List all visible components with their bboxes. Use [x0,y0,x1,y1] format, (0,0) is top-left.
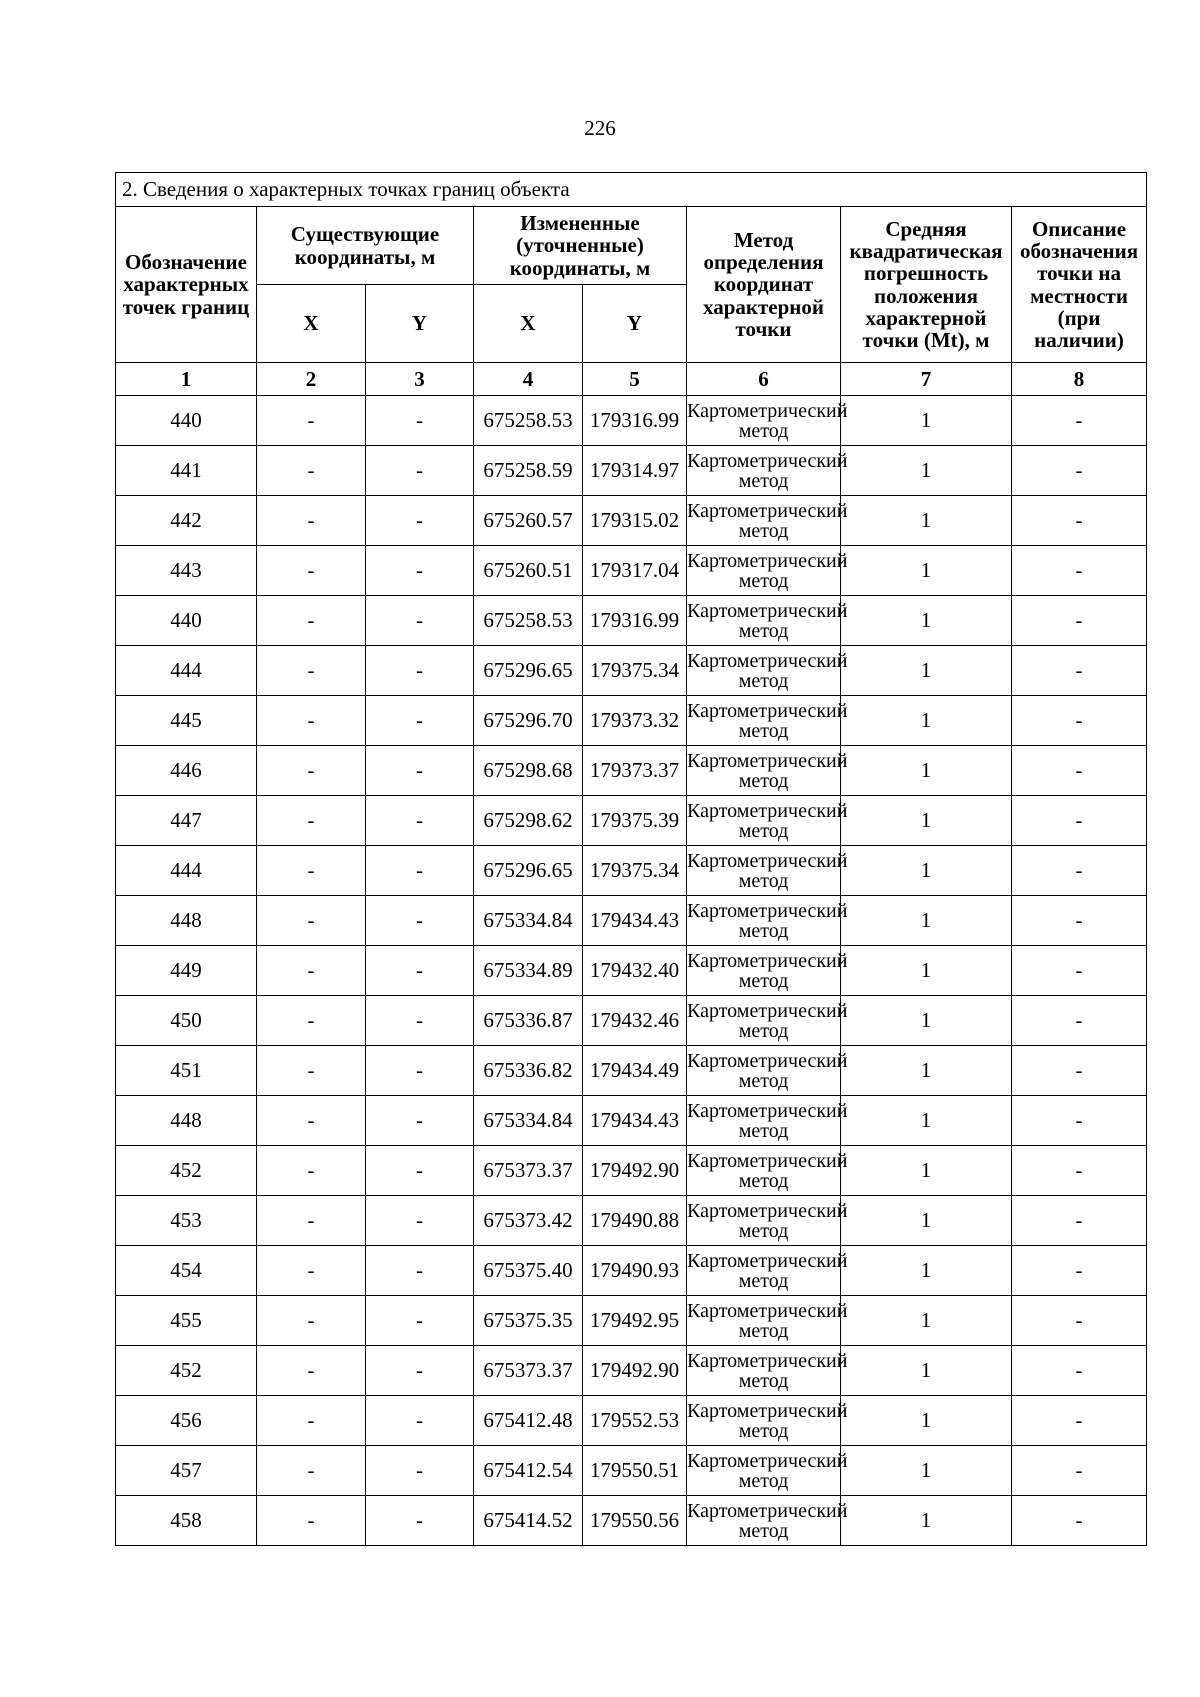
existing-x-cell: - [257,1246,366,1296]
error-cell: 1 [841,496,1012,546]
error-cell: 1 [841,1096,1012,1146]
table-row [116,1396,1147,1446]
description-cell: - [1012,996,1147,1046]
error-cell: 1 [841,396,1012,446]
error-cell: 1 [841,1146,1012,1196]
method-cell: Картометрический метод [687,1446,841,1496]
changed-x-cell: 675373.37 [474,1146,583,1196]
description-cell: - [1012,896,1147,946]
method-cell: Картометрический метод [687,1496,841,1546]
changed-y-cell: 179550.56 [583,1496,687,1546]
description-cell: - [1012,1046,1147,1096]
header-existing-y: Y [366,285,474,363]
existing-y-cell: - [366,1146,474,1196]
existing-y-cell: - [366,596,474,646]
error-cell: 1 [841,546,1012,596]
point-cell: 445 [116,696,257,746]
error-cell: 1 [841,1446,1012,1496]
column-number: 3 [366,363,474,396]
existing-x-cell: - [257,1446,366,1496]
method-cell: Картометрический метод [687,896,841,946]
page-number: 226 [584,116,616,140]
header-point: Обозначение характерных точек границ [116,207,257,363]
header-changed: Измененные (уточненные) координаты, м [474,207,687,285]
changed-y-cell: 179434.49 [583,1046,687,1096]
description-cell: - [1012,1396,1147,1446]
existing-y-cell: - [366,1046,474,1096]
changed-y-cell: 179432.40 [583,946,687,996]
column-number: 2 [257,363,366,396]
point-cell: 455 [116,1296,257,1346]
description-cell: - [1012,596,1147,646]
error-cell: 1 [841,846,1012,896]
description-cell: - [1012,1096,1147,1146]
point-cell: 454 [116,1246,257,1296]
error-cell: 1 [841,1396,1012,1446]
existing-x-cell: - [257,846,366,896]
existing-x-cell: - [257,546,366,596]
description-cell: - [1012,1446,1147,1496]
description-cell: - [1012,1246,1147,1296]
table-row [116,1246,1147,1296]
changed-y-cell: 179317.04 [583,546,687,596]
method-cell: Картометрический метод [687,796,841,846]
table-row [116,396,1147,446]
changed-y-cell: 179490.93 [583,1246,687,1296]
existing-y-cell: - [366,546,474,596]
existing-x-cell: - [257,1096,366,1146]
method-cell: Картометрический метод [687,446,841,496]
existing-y-cell: - [366,746,474,796]
table-row [116,746,1147,796]
existing-x-cell: - [257,996,366,1046]
table-row [116,796,1147,846]
table-row [116,546,1147,596]
existing-x-cell: - [257,646,366,696]
description-cell: - [1012,746,1147,796]
point-cell: 457 [116,1446,257,1496]
method-cell: Картометрический метод [687,996,841,1046]
error-cell: 1 [841,1196,1012,1246]
existing-x-cell: - [257,796,366,846]
table-row [116,1196,1147,1246]
existing-y-cell: - [366,1246,474,1296]
changed-y-cell: 179314.97 [583,446,687,496]
changed-x-cell: 675336.82 [474,1046,583,1096]
changed-x-cell: 675296.65 [474,846,583,896]
point-cell: 448 [116,1096,257,1146]
changed-x-cell: 675258.53 [474,396,583,446]
point-cell: 444 [116,846,257,896]
description-cell: - [1012,796,1147,846]
method-cell: Картометрический метод [687,746,841,796]
changed-y-cell: 179492.90 [583,1146,687,1196]
point-cell: 441 [116,446,257,496]
changed-x-cell: 675373.42 [474,1196,583,1246]
method-cell: Картометрический метод [687,696,841,746]
description-cell: - [1012,846,1147,896]
description-cell: - [1012,946,1147,996]
description-cell: - [1012,646,1147,696]
point-cell: 443 [116,546,257,596]
existing-y-cell: - [366,646,474,696]
table-row [116,1096,1147,1146]
description-cell: - [1012,1346,1147,1396]
existing-x-cell: - [257,1046,366,1096]
column-number: 8 [1012,363,1147,396]
table-row [116,496,1147,546]
point-cell: 450 [116,996,257,1046]
existing-x-cell: - [257,1496,366,1546]
column-number: 1 [116,363,257,396]
error-cell: 1 [841,446,1012,496]
existing-x-cell: - [257,696,366,746]
error-cell: 1 [841,1046,1012,1096]
existing-y-cell: - [366,1346,474,1396]
method-cell: Картометрический метод [687,1246,841,1296]
table-body [116,396,1147,1546]
existing-y-cell: - [366,1096,474,1146]
point-cell: 444 [116,646,257,696]
column-number: 7 [841,363,1012,396]
existing-y-cell: - [366,446,474,496]
method-cell: Картометрический метод [687,1046,841,1096]
changed-y-cell: 179375.39 [583,796,687,846]
changed-x-cell: 675334.84 [474,1096,583,1146]
table-row [116,446,1147,496]
changed-x-cell: 675336.87 [474,996,583,1046]
method-cell: Картометрический метод [687,1396,841,1446]
description-cell: - [1012,1296,1147,1346]
changed-x-cell: 675296.65 [474,646,583,696]
error-cell: 1 [841,1346,1012,1396]
error-cell: 1 [841,696,1012,746]
method-cell: Картометрический метод [687,496,841,546]
existing-y-cell: - [366,796,474,846]
point-cell: 442 [116,496,257,546]
table-row [116,846,1147,896]
description-cell: - [1012,496,1147,546]
header-changed-x: X [474,285,583,363]
existing-y-cell: - [366,946,474,996]
point-cell: 446 [116,746,257,796]
method-cell: Картометрический метод [687,1196,841,1246]
changed-x-cell: 675296.70 [474,696,583,746]
changed-y-cell: 179375.34 [583,646,687,696]
header-existing: Существующие координаты, м [257,207,474,285]
changed-y-cell: 179492.95 [583,1296,687,1346]
point-cell: 440 [116,596,257,646]
error-cell: 1 [841,946,1012,996]
point-cell: 452 [116,1346,257,1396]
changed-y-cell: 179373.37 [583,746,687,796]
method-cell: Картометрический метод [687,846,841,896]
changed-y-cell: 179550.51 [583,1446,687,1496]
changed-x-cell: 675412.54 [474,1446,583,1496]
existing-y-cell: - [366,896,474,946]
existing-y-cell: - [366,996,474,1046]
changed-y-cell: 179432.46 [583,996,687,1046]
changed-x-cell: 675373.37 [474,1346,583,1396]
error-cell: 1 [841,1246,1012,1296]
changed-x-cell: 675375.40 [474,1246,583,1296]
existing-x-cell: - [257,396,366,446]
changed-y-cell: 179492.90 [583,1346,687,1396]
existing-x-cell: - [257,1196,366,1246]
method-cell: Картометрический метод [687,596,841,646]
point-cell: 456 [116,1396,257,1446]
method-cell: Картометрический метод [687,946,841,996]
table-row [116,696,1147,746]
table-row [116,1496,1147,1546]
table-row [116,896,1147,946]
changed-x-cell: 675334.84 [474,896,583,946]
header-method: Метод определения координат характерной точки [687,207,841,363]
existing-y-cell: - [366,396,474,446]
method-cell: Картометрический метод [687,1146,841,1196]
existing-x-cell: - [257,1146,366,1196]
existing-y-cell: - [366,1496,474,1546]
point-cell: 447 [116,796,257,846]
changed-y-cell: 179490.88 [583,1196,687,1246]
existing-x-cell: - [257,1396,366,1446]
existing-y-cell: - [366,1396,474,1446]
description-cell: - [1012,396,1147,446]
method-cell: Картометрический метод [687,1096,841,1146]
changed-y-cell: 179375.34 [583,846,687,896]
description-cell: - [1012,446,1147,496]
column-number: 5 [583,363,687,396]
description-cell: - [1012,546,1147,596]
table-row [116,646,1147,696]
description-cell: - [1012,1196,1147,1246]
table-row [116,1446,1147,1496]
column-number: 6 [687,363,841,396]
coordinates-table [115,172,1147,1546]
error-cell: 1 [841,1496,1012,1546]
table-row [116,1296,1147,1346]
changed-x-cell: 675298.62 [474,796,583,846]
changed-x-cell: 675258.59 [474,446,583,496]
error-cell: 1 [841,596,1012,646]
header-error: Средняя квадратическая погрешность положения характерной точки (Mt), м [841,207,1012,363]
point-cell: 453 [116,1196,257,1246]
existing-x-cell: - [257,1346,366,1396]
header-description: Описание обозначения точки на местности (при наличии) [1012,207,1147,363]
method-cell: Картометрический метод [687,646,841,696]
existing-x-cell: - [257,896,366,946]
existing-y-cell: - [366,1296,474,1346]
point-cell: 452 [116,1146,257,1196]
table-row [116,996,1147,1046]
column-number: 4 [474,363,583,396]
existing-x-cell: - [257,446,366,496]
table-row [116,1046,1147,1096]
existing-y-cell: - [366,696,474,746]
table-row [116,946,1147,996]
existing-x-cell: - [257,596,366,646]
error-cell: 1 [841,796,1012,846]
changed-x-cell: 675258.53 [474,596,583,646]
description-cell: - [1012,1146,1147,1196]
table-row [116,1346,1147,1396]
header-changed-y: Y [583,285,687,363]
error-cell: 1 [841,1296,1012,1346]
existing-y-cell: - [366,496,474,546]
existing-y-cell: - [366,846,474,896]
table-row [116,596,1147,646]
existing-x-cell: - [257,746,366,796]
changed-x-cell: 675414.52 [474,1496,583,1546]
error-cell: 1 [841,746,1012,796]
existing-y-cell: - [366,1196,474,1246]
changed-y-cell: 179552.53 [583,1396,687,1446]
changed-x-cell: 675298.68 [474,746,583,796]
changed-y-cell: 179373.32 [583,696,687,746]
error-cell: 1 [841,646,1012,696]
changed-y-cell: 179315.02 [583,496,687,546]
error-cell: 1 [841,896,1012,946]
changed-x-cell: 675412.48 [474,1396,583,1446]
changed-x-cell: 675334.89 [474,946,583,996]
changed-y-cell: 179434.43 [583,1096,687,1146]
method-cell: Картометрический метод [687,396,841,446]
method-cell: Картометрический метод [687,1346,841,1396]
changed-x-cell: 675375.35 [474,1296,583,1346]
existing-x-cell: - [257,496,366,546]
method-cell: Картометрический метод [687,546,841,596]
changed-y-cell: 179434.43 [583,896,687,946]
method-cell: Картометрический метод [687,1296,841,1346]
point-cell: 451 [116,1046,257,1096]
point-cell: 458 [116,1496,257,1546]
existing-x-cell: - [257,1296,366,1346]
section-title: 2. Сведения о характерных точках границ объекта [116,173,1147,207]
column-number-row [116,363,1147,396]
existing-x-cell: - [257,946,366,996]
description-cell: - [1012,696,1147,746]
changed-x-cell: 675260.57 [474,496,583,546]
header-existing-x: X [257,285,366,363]
changed-y-cell: 179316.99 [583,396,687,446]
changed-y-cell: 179316.99 [583,596,687,646]
table-row [116,1146,1147,1196]
changed-x-cell: 675260.51 [474,546,583,596]
point-cell: 448 [116,896,257,946]
existing-y-cell: - [366,1446,474,1496]
point-cell: 449 [116,946,257,996]
point-cell: 440 [116,396,257,446]
description-cell: - [1012,1496,1147,1546]
error-cell: 1 [841,996,1012,1046]
